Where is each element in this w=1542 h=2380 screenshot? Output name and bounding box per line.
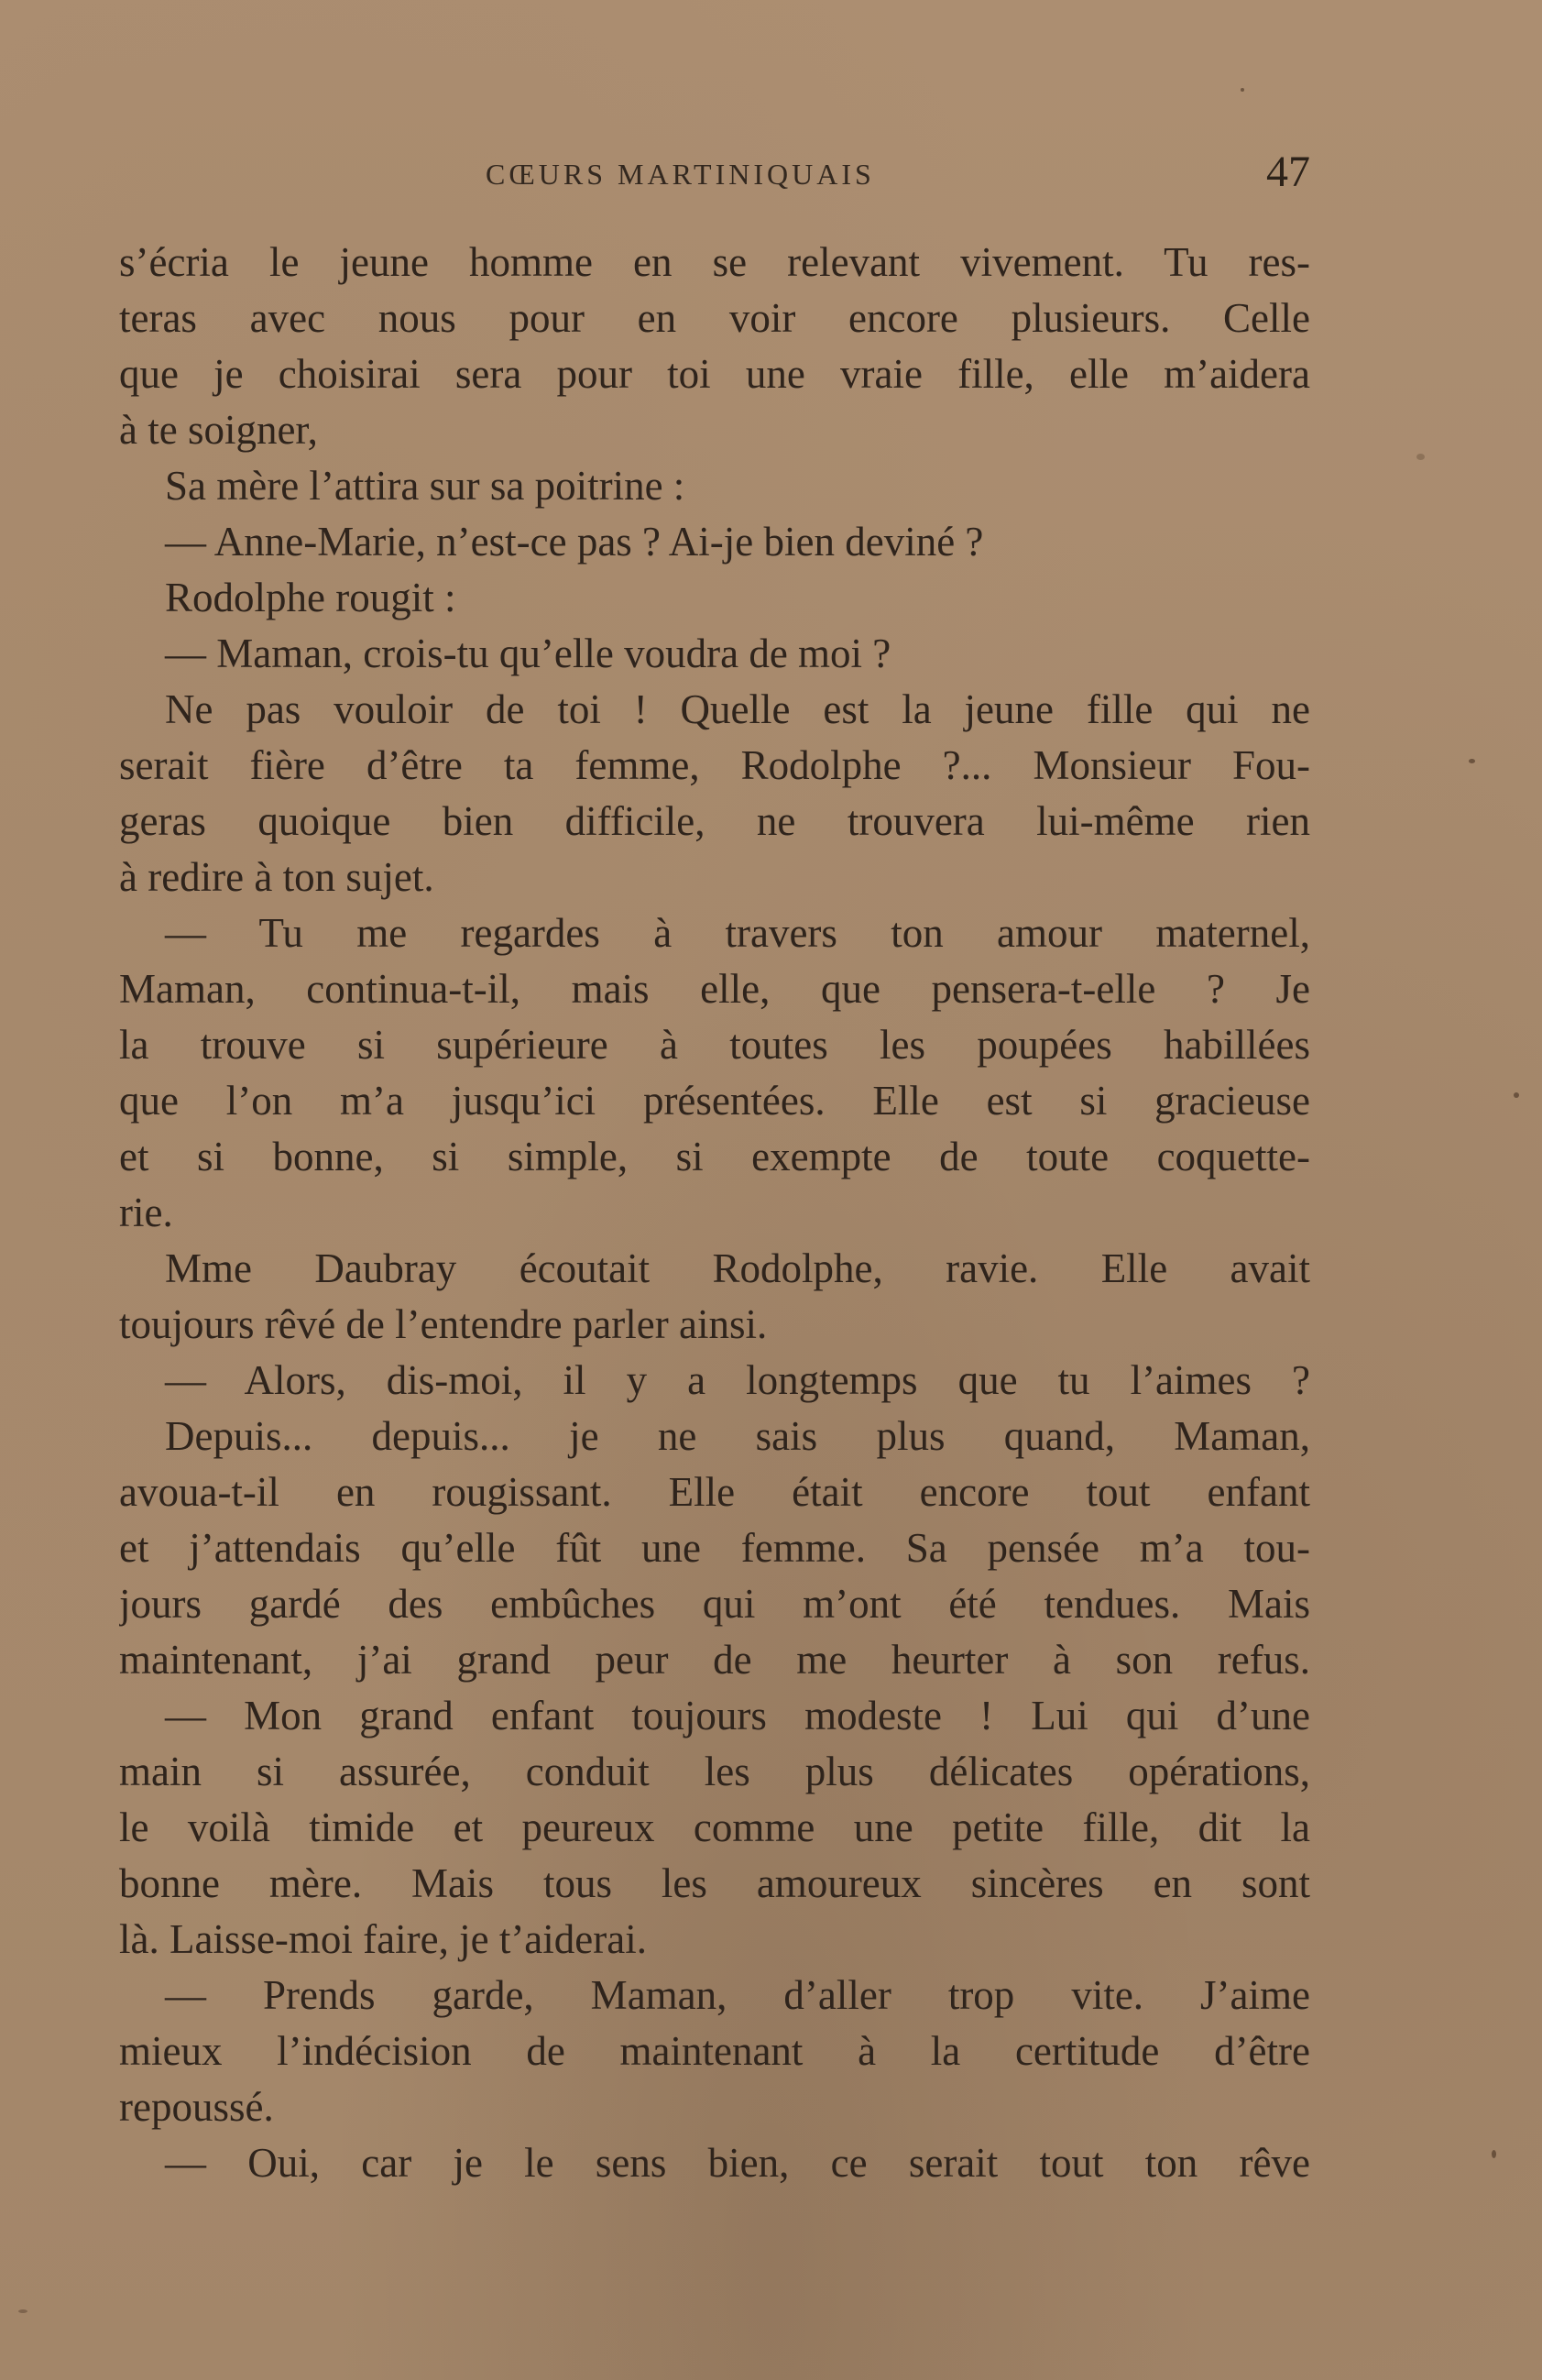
text-line: — Prends garde, Maman, d’aller trop vite. J’aime xyxy=(165,1972,1310,2018)
text-line: et si bonne, si simple, si exempte de toute coquette- xyxy=(119,1134,1310,1179)
text-line: là. Laisse-moi faire, je t’aiderai. xyxy=(119,1916,647,1962)
paper-speck xyxy=(1514,1092,1519,1098)
text-line: Rodolphe rougit : xyxy=(165,575,456,620)
text-line: Mme Daubray écoutait Rodolphe, ravie. Elle avait xyxy=(165,1245,1310,1291)
text-line: — Anne-Marie, n’est-ce pas ? Ai-je bien deviné ? xyxy=(165,519,984,565)
text-line: avoua-t-il en rougissant. Elle était encore tout enfant xyxy=(119,1469,1310,1515)
text-line: geras quoique bien difficile, ne trouvera lui-même rien xyxy=(119,798,1310,844)
text-line: s’écria le jeune homme en se relevant vivement. Tu res- xyxy=(119,239,1310,285)
paper-speck xyxy=(1416,454,1425,460)
text-line: rie. xyxy=(119,1190,173,1235)
text-line: Depuis... depuis... je ne sais plus quand, Maman, xyxy=(165,1413,1310,1459)
text-line: et j’attendais qu’elle fût une femme. Sa pensée m’a tou- xyxy=(119,1525,1310,1571)
page-number: 47 xyxy=(1266,148,1310,196)
running-head xyxy=(119,147,1310,202)
text-line: teras avec nous pour en voir encore plusieurs. Celle xyxy=(119,295,1310,341)
text-line: le voilà timide et peureux comme une petite fille, dit la xyxy=(119,1804,1310,1850)
text-line: mieux l’indécision de maintenant à la certitude d’être xyxy=(119,2028,1310,2074)
paper-speck xyxy=(1241,88,1244,92)
text-line: que l’on m’a jusqu’ici présentées. Elle est si gracieuse xyxy=(119,1078,1310,1124)
text-line: maintenant, j’ai grand peur de me heurter à son refus. xyxy=(119,1637,1310,1683)
text-line: la trouve si supérieure à toutes les poupées habillées xyxy=(119,1022,1310,1068)
text-line: bonne mère. Mais tous les amoureux sincères en sont xyxy=(119,1860,1310,1906)
text-line: main si assurée, conduit les plus délicates opérations, xyxy=(119,1749,1310,1794)
text-line: que je choisirai sera pour toi une vraie fille, elle m’aidera xyxy=(119,351,1310,397)
text-line: jours gardé des embûches qui m’ont été tendues. Mais xyxy=(119,1581,1310,1627)
text-line: à redire à ton sujet. xyxy=(119,854,434,900)
paper-speck xyxy=(1469,759,1475,763)
paper-speck xyxy=(1492,2150,1496,2158)
text-line: — Oui, car je le sens bien, ce serait tout ton rêve xyxy=(165,2140,1310,2186)
text-line: à te soigner, xyxy=(119,407,318,453)
text-line: — Tu me regardes à travers ton amour maternel, xyxy=(165,910,1310,956)
text-line: — Maman, crois-tu qu’elle voudra de moi ? xyxy=(165,631,891,676)
text-line: — Alors, dis-moi, il y a longtemps que tu l’aimes ? xyxy=(165,1357,1310,1403)
text-line: serait fière d’être ta femme, Rodolphe ?... Monsieur Fou- xyxy=(119,742,1310,788)
running-title: CŒURS MARTINIQUAIS xyxy=(486,158,875,191)
text-line: Sa mère l’attira sur sa poitrine : xyxy=(165,463,685,509)
text-line: — Mon grand enfant toujours modeste ! Lui qui d’une xyxy=(165,1693,1310,1738)
text-line: Ne pas vouloir de toi ! Quelle est la jeune fille qui ne xyxy=(165,686,1310,732)
body-text xyxy=(119,235,1310,2191)
text-line: toujours rêvé de l’entendre parler ainsi. xyxy=(119,1301,768,1347)
text-line: repoussé. xyxy=(119,2084,274,2130)
text-line: Maman, continua-t-il, mais elle, que pensera-t-elle ? Je xyxy=(119,966,1310,1012)
paper-speck xyxy=(18,2309,27,2313)
